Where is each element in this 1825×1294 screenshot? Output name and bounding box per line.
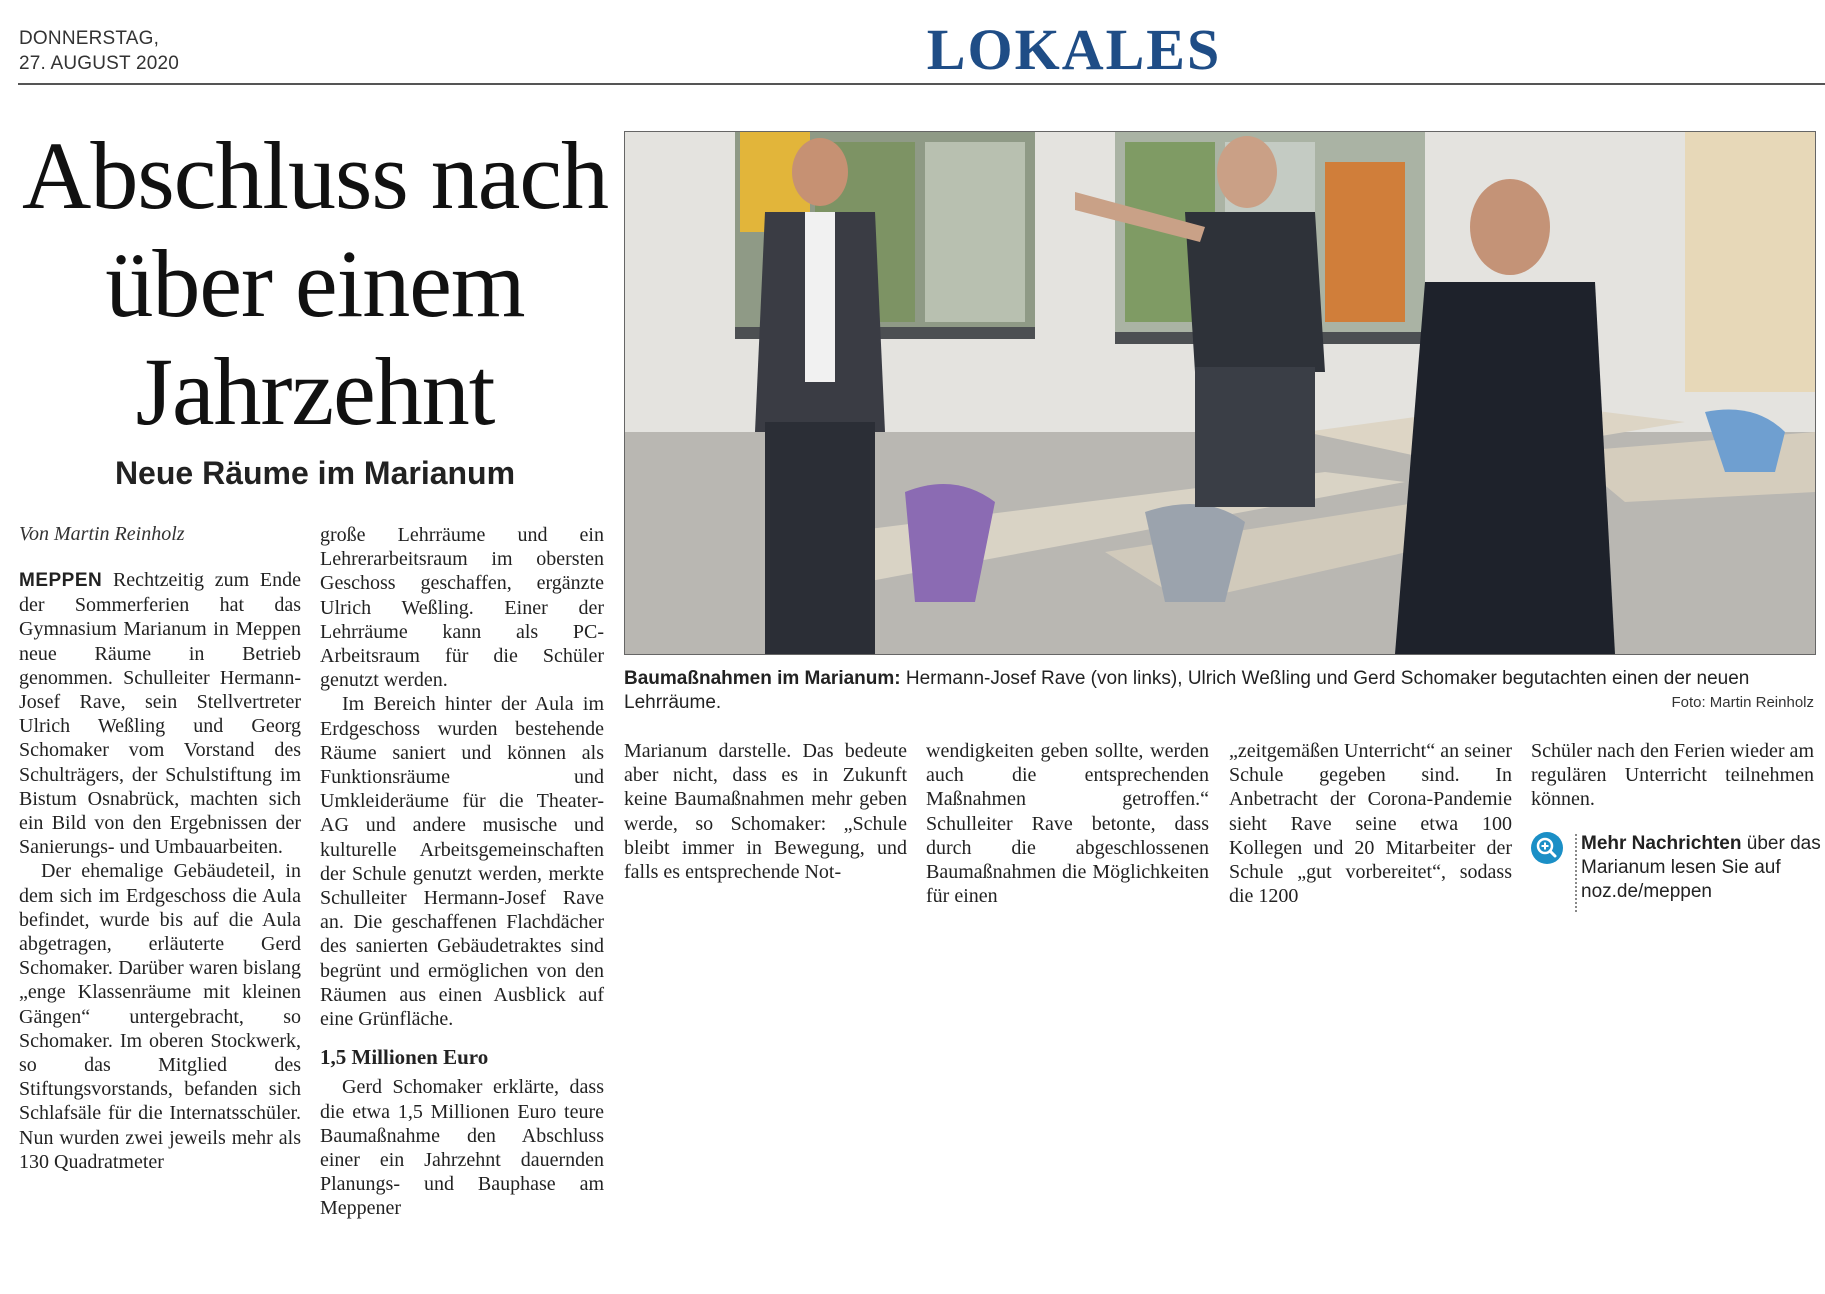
paragraph: Marianum darstelle. Das bedeute aber nicht, dass es in Zukunft keine Baumaßnahmen mehr geben werde, so Schomaker: „Schule bleibt immer in Bewegung, und falls es entsprechende Not-	[624, 740, 907, 884]
paragraph: MEPPEN Rechtzeitig zum Ende der Sommerferien hat das Gymnasium Marianum in Meppen neue Räume in Betrieb genommen. Schulleiter Hermann-Josef Rave, sein Stellvertreter Ulrich Weßling und Georg Schomaker vom Vorstand des Schulträgers, der Schulstiftung im Bistum Osnabrück, machten sich ein Bild von den Ergebnissen der Sanierungs- und Umbauarbeiten.	[19, 569, 301, 859]
article-column-6	[1531, 739, 1814, 812]
photo-credit: Foto: Martin Reinholz	[1671, 694, 1814, 711]
headline-line-3: Jahrzehnt	[135, 338, 495, 445]
paragraph: Im Bereich hinter der Aula im Erdgeschoss wurden bestehende Räume saniert und können als Funktionsräume und Umkleideräume für die Theater-AG und andere musische und kulturelle Arbeitsgemeinschaften der Schule genutzt werden, merkte Schulleiter Hermann-Josef Rave an. Die geschaffenen Flachdächer des sanierten Gebäudetraktes sind begrünt und ermöglichen von den Räumen aus einen Ausblick auf eine Grünfläche.	[320, 693, 604, 1031]
search-plus-icon	[1531, 832, 1563, 864]
caption-title: Baumaßnahmen im Marianum:	[624, 668, 901, 689]
subheadline: Neue Räume im Marianum	[114, 455, 516, 491]
paragraph: Gerd Schomaker erklärte, dass die etwa 1,5 Millionen Euro teure Baumaßnahme den Abschluss einer ein Jahrzehnt dauernden Planungs- und Bauphase am Meppener	[320, 1076, 604, 1220]
paragraph: Schüler nach den Ferien wieder am regulären Unterricht teilnehmen können.	[1531, 740, 1814, 811]
date: 27. AUGUST 2020	[19, 53, 180, 74]
section-title: LOKALES	[926, 17, 1222, 82]
article-column-4	[926, 739, 1209, 908]
headline	[10, 122, 620, 446]
more-news-title: Mehr Nachrichten	[1581, 833, 1742, 854]
more-news-link-text[interactable]: über das Marianum lesen Sie auf noz.de/meppen	[1581, 833, 1821, 902]
dateline: MEPPEN	[19, 570, 103, 591]
dotted-divider	[1575, 834, 1577, 912]
paragraph: „zeitgemäßen Unterricht“ an seiner Schule gegeben sind. In Anbetracht der Corona-Pandemie sieht Rave seine etwa 100 Kollegen und 20 Mitarbeiter der Schule „gut vorbereitet“, sodass die 1200	[1229, 740, 1512, 908]
section-subtitle: 1,5 Millionen Euro	[320, 1045, 489, 1070]
more-news-box[interactable]	[1531, 832, 1821, 912]
headline-line-2: über einem	[105, 230, 525, 337]
article-column-1	[19, 568, 301, 1174]
paragraph: große Lehrräume und ein Lehrerarbeitsraum im obersten Geschoss geschaffen, ergänzte Ulrich Weßling. Einer der Lehrräume kann als PC-Arbeitsraum für die Schüler genutzt werden.	[320, 524, 604, 692]
article-column-3	[624, 739, 907, 884]
article-column-2	[320, 523, 604, 1221]
byline: Von Martin Reinholz	[19, 523, 185, 545]
more-news-text[interactable]	[1581, 832, 1821, 904]
headline-line-1: Abschluss nach	[22, 122, 608, 229]
article-column-5	[1229, 739, 1512, 908]
paragraph: Der ehemalige Gebäudeteil, in dem sich im Erdgeschoss die Aula befindet, wurde bis auf die Aula abgetragen, erläuterte Gerd Schomaker. Darüber waren bislang „enge Klassenräume mit kleinen Gängen“ untergebracht, so Schomaker. Im oberen Stockwerk, so das Mitglied des Stiftungsvorstands, befanden sich Schlafsäle für die Internatsschüler. Nun wurden zwei jeweils mehr als 130 Quadratmeter	[19, 860, 301, 1173]
article-photo	[624, 131, 1816, 655]
paragraph: wendigkeiten geben sollte, werden auch die entsprechenden Maßnahmen getroffen.“ Schulleiter Rave betonte, dass durch die abgeschlossenen Baumaßnahmen die Möglichkeiten für einen	[926, 740, 1209, 908]
header-rule	[18, 83, 1825, 85]
photo-caption	[624, 667, 1816, 715]
caption-text: Hermann-Josef Rave (von links), Ulrich Weßling und Gerd Schomaker begutachten einen der neuen Lehrräume.	[624, 668, 1750, 713]
weekday: DONNERSTAG,	[19, 28, 160, 49]
